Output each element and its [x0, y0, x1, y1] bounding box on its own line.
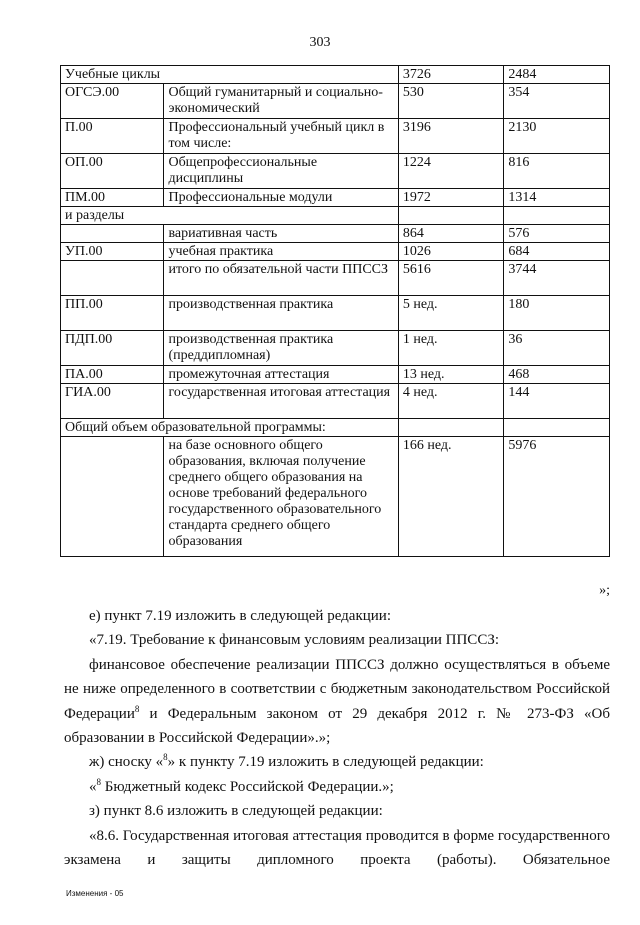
- table-row: [61, 261, 610, 296]
- paragraph: [64, 750, 610, 774]
- table-cell-code: [61, 261, 164, 296]
- page-number: 303: [309, 35, 331, 50]
- table-cell-hours-class: 354: [504, 84, 610, 119]
- paragraph: «7.19. Требование к финансовым условиям реализации ППССЗ:: [89, 632, 500, 649]
- table-cell-hours-class: 1314: [504, 189, 610, 207]
- footnote-marker: 8: [163, 752, 168, 763]
- table-cell-name: Общепрофессиональные дисциплины: [164, 154, 398, 189]
- table-cell-code: [61, 437, 164, 557]
- table-row: [61, 366, 610, 384]
- table-row: [61, 66, 610, 84]
- table-cell-hours-class: 816: [504, 154, 610, 189]
- table-cell-code: [61, 225, 164, 243]
- table-cell-name: Профессиональный учебный цикл в том числе:: [164, 119, 398, 154]
- table-row: [61, 331, 610, 366]
- paragraph: «8.6. Государственная итоговая аттестация проводится в форме государственного экзамена и защиты дипломного проекта (работы). Обязательное: [64, 827, 610, 869]
- table-row: [61, 207, 610, 225]
- footnote-marker: 8: [96, 776, 101, 787]
- curriculum-table: [60, 65, 610, 557]
- paragraph: з) пункт 8.6 изложить в следующей редакции:: [89, 803, 383, 820]
- table-cell-hours-class: 684: [504, 243, 610, 261]
- table-cell-code: ПМ.00: [61, 189, 164, 207]
- table-row: [61, 119, 610, 154]
- table-cell-hours-class: 2130: [504, 119, 610, 154]
- paragraph: [64, 775, 610, 799]
- paragraph-text: Бюджетный кодекс Российской Федерации.»;: [101, 778, 394, 795]
- table-cell-code: ПП.00: [61, 296, 164, 331]
- table-row: [61, 189, 610, 207]
- table-cell-hours-class: 144: [504, 384, 610, 419]
- table-cell-hours-max: 13 нед.: [398, 366, 504, 384]
- table-row: [61, 243, 610, 261]
- table-cell-hours-max: 166 нед.: [398, 437, 504, 557]
- table-cell-name: вариативная часть: [164, 225, 398, 243]
- paragraph-text: » к пункту 7.19 изложить в следующей редакции:: [167, 754, 484, 771]
- table-row: [61, 296, 610, 331]
- table-cell-code: ОГСЭ.00: [61, 84, 164, 119]
- table-cell-name: государственная итоговая аттестация: [164, 384, 398, 419]
- table-cell-hours-class: [504, 207, 610, 225]
- paragraph-text: ж) сноску «: [89, 754, 164, 771]
- paragraph-text: финансовое обеспечение реализации ППССЗ должно осуществляться в объеме не ниже определенного в соответствии с бюджетным законодательством Российской Федерации: [64, 656, 610, 722]
- table-cell-hours-max: 1 нед.: [398, 331, 504, 366]
- table-cell-hours-max: 4 нед.: [398, 384, 504, 419]
- table-cell-hours-max: [398, 207, 504, 225]
- footnote-marker: 8: [134, 703, 140, 714]
- paragraph-text: «: [89, 778, 97, 795]
- table-cell-name: учебная практика: [164, 243, 398, 261]
- table-cell-name: и разделы: [61, 207, 399, 225]
- table-row: [61, 419, 610, 437]
- table-cell-hours-class: 36: [504, 331, 610, 366]
- table-cell-name: производственная практика: [164, 296, 398, 331]
- table-row: [61, 384, 610, 419]
- table-cell-hours-class: 2484: [504, 66, 610, 84]
- table-cell-name: производственная практика (преддипломная): [164, 331, 398, 366]
- table-cell-hours-class: [504, 419, 610, 437]
- table-row: [61, 437, 610, 557]
- table-cell-hours-class: 576: [504, 225, 610, 243]
- table-cell-hours-class: 3744: [504, 261, 610, 296]
- table-cell-hours-max: 3196: [398, 119, 504, 154]
- table-cell-hours-class: 180: [504, 296, 610, 331]
- table-cell-name: итого по обязательной части ППССЗ: [164, 261, 398, 296]
- table-cell-name: промежуточная аттестация: [164, 366, 398, 384]
- table-cell-code: П.00: [61, 119, 164, 154]
- table-cell-code: ПА.00: [61, 366, 164, 384]
- table-row: [61, 84, 610, 119]
- table-cell-name: Профессиональные модули: [164, 189, 398, 207]
- table-row: [61, 225, 610, 243]
- table-cell-hours-max: [398, 419, 504, 437]
- table-cell-hours-max: 3726: [398, 66, 504, 84]
- table-cell-name: Общий гуманитарный и социально-экономический: [164, 84, 398, 119]
- page-footer: Изменения - 05: [66, 889, 124, 898]
- table-cell-hours-max: 5 нед.: [398, 296, 504, 331]
- table-cell-hours-max: 530: [398, 84, 504, 119]
- table-cell-hours-class: 468: [504, 366, 610, 384]
- table-cell-hours-max: 1224: [398, 154, 504, 189]
- table-cell-hours-max: 1026: [398, 243, 504, 261]
- table-cell-name: на базе основного общего образования, включая получение среднего общего образования на основе требований федерального государственного образовательного стандарта среднего общего образования: [164, 437, 398, 557]
- table-cell-hours-class: 5976: [504, 437, 610, 557]
- paragraph: [64, 653, 610, 751]
- table-cell-name: Общий объем образовательной программы:: [61, 419, 399, 437]
- table-cell-hours-max: 864: [398, 225, 504, 243]
- table-cell-code: УП.00: [61, 243, 164, 261]
- body-text: [64, 604, 610, 872]
- table-cell-code: ПДП.00: [61, 331, 164, 366]
- paragraph: е) пункт 7.19 изложить в следующей редакции:: [89, 608, 391, 624]
- table-cell-name: Учебные циклы: [61, 66, 399, 84]
- paragraph-text: и Федеральным законом от 29 декабря 2012 г. № 273-ФЗ «Об образовании в Российской Федерации».»;: [64, 705, 610, 747]
- table-closing-quote: »;: [599, 583, 610, 598]
- table-cell-hours-max: 5616: [398, 261, 504, 296]
- table-row: [61, 154, 610, 189]
- table-cell-hours-max: 1972: [398, 189, 504, 207]
- table-cell-code: ГИА.00: [61, 384, 164, 419]
- table-cell-code: ОП.00: [61, 154, 164, 189]
